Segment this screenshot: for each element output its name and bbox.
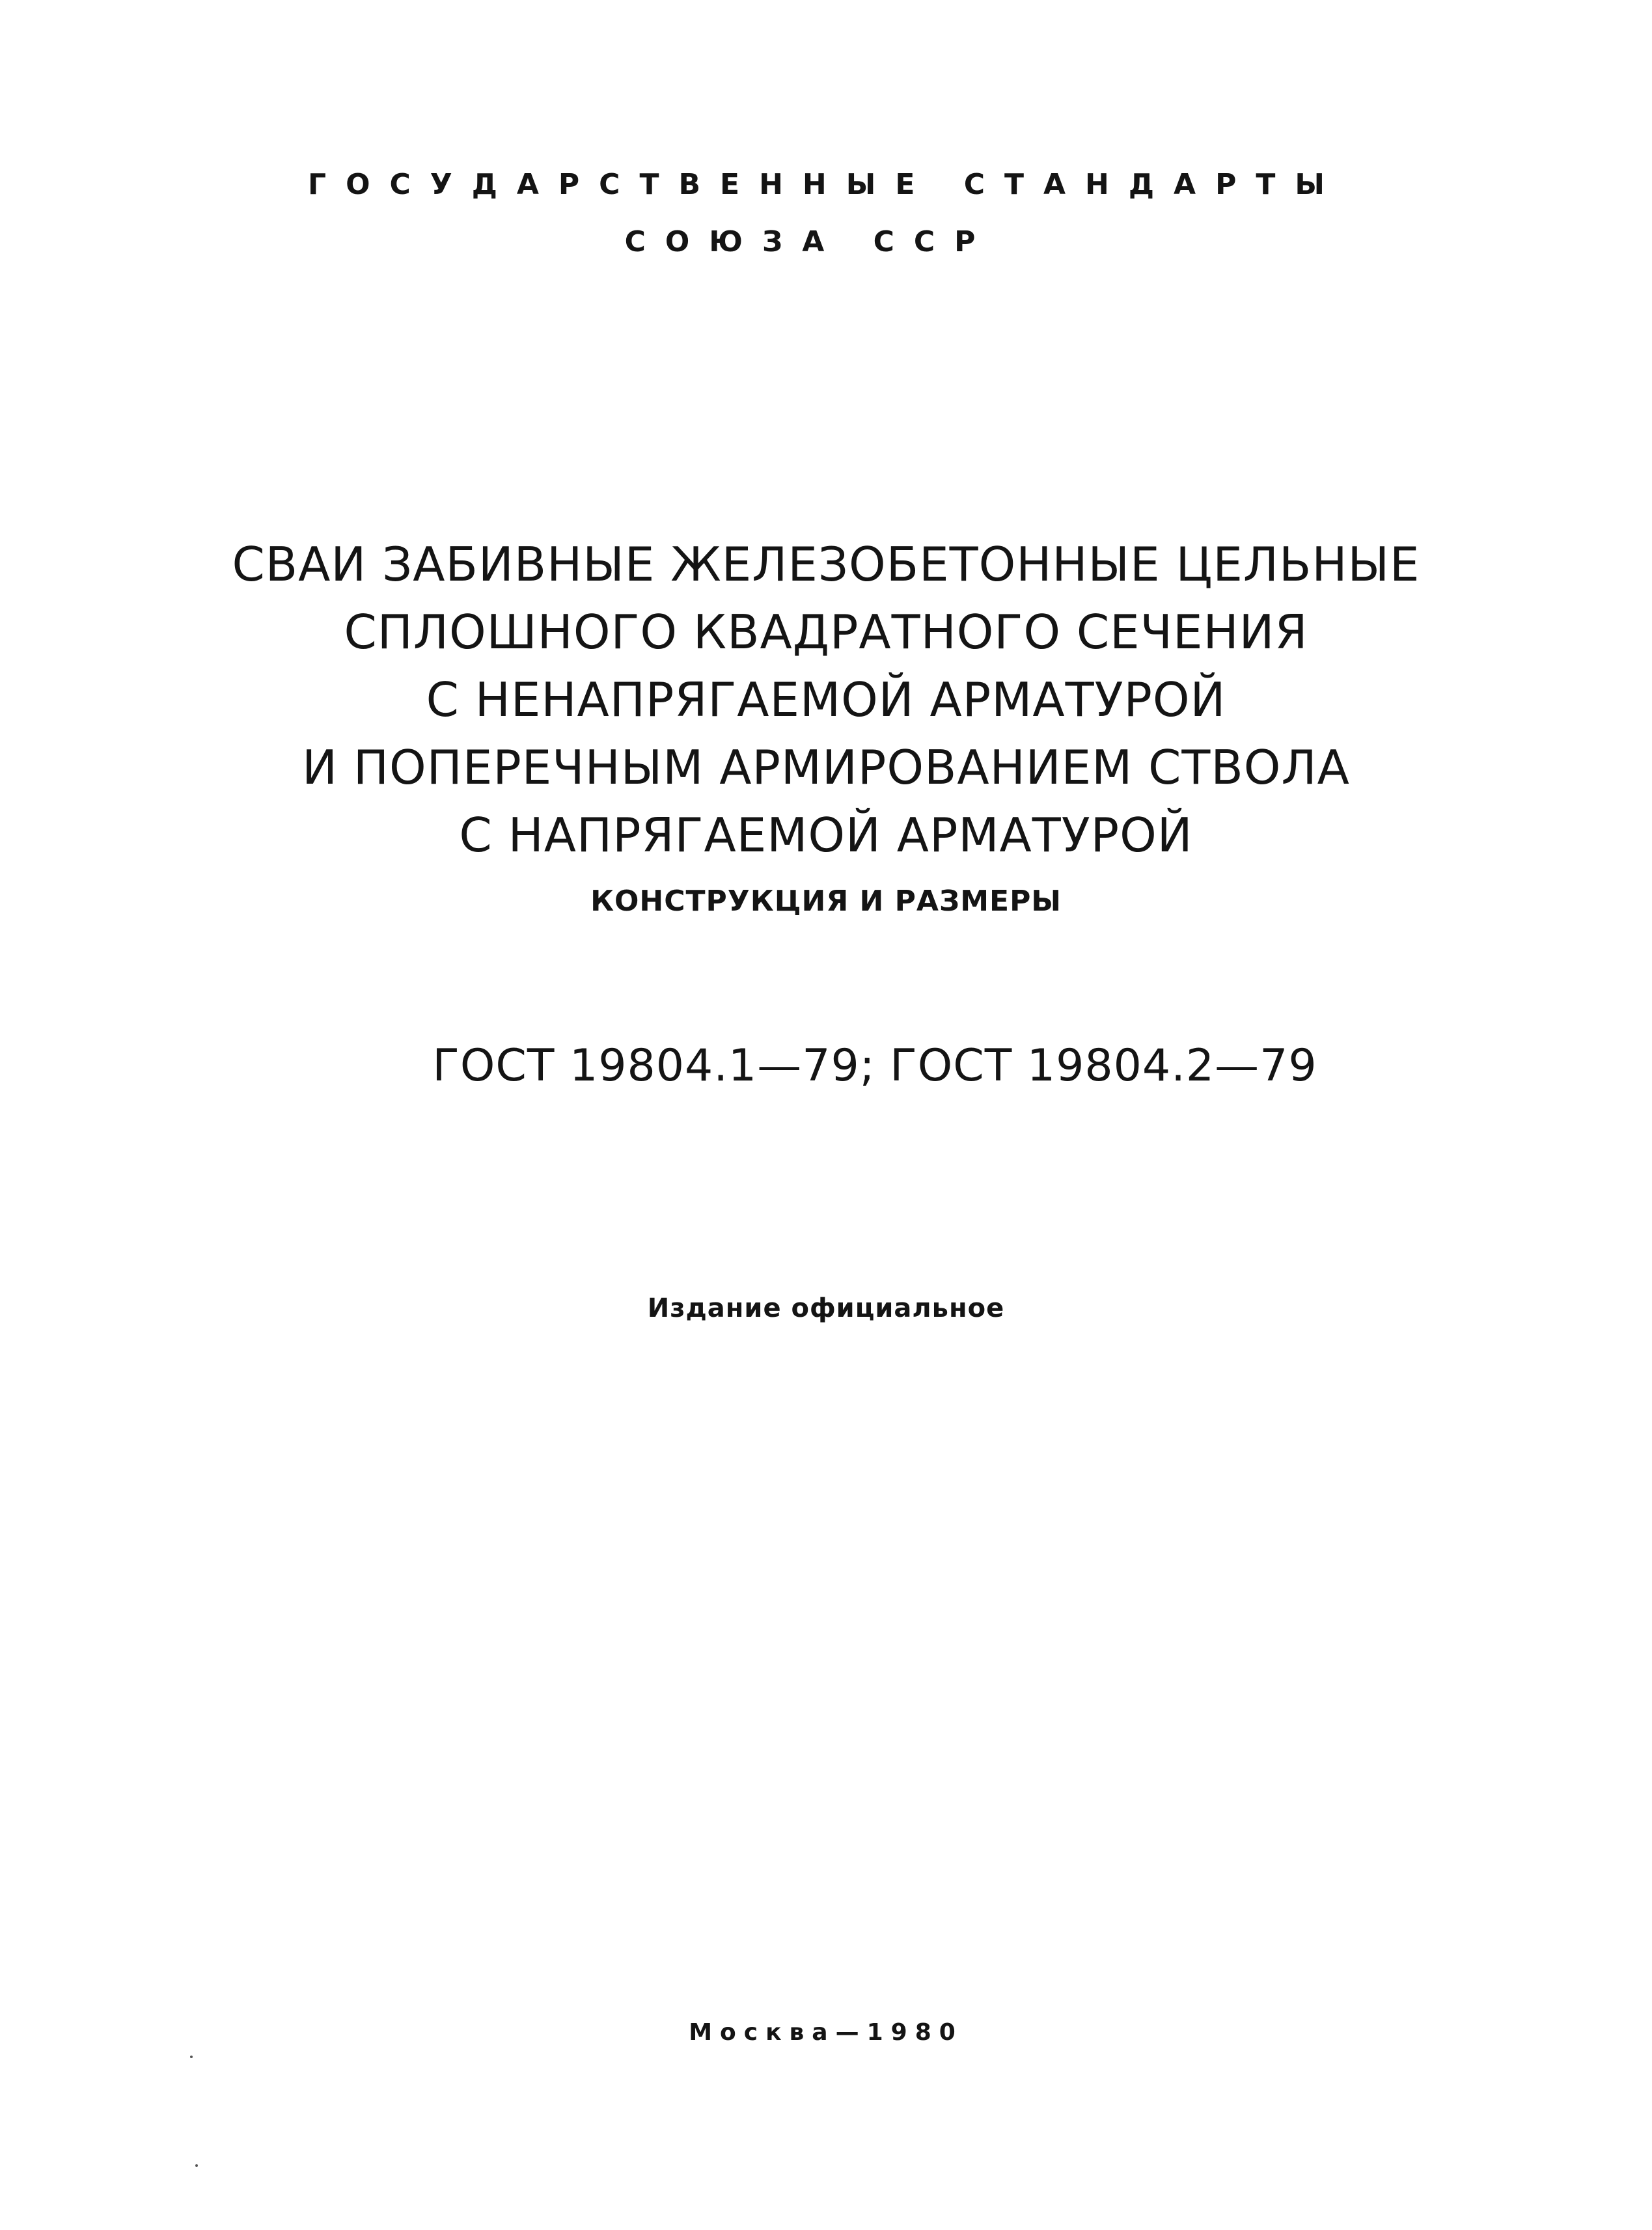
imprint-city-year: Москва—1980 xyxy=(689,2019,963,2046)
header-line-ussr: СОЮЗА ССР xyxy=(624,225,995,258)
header-line-state-standards: ГОСУДАРСТВЕННЫЕ СТАНДАРТЫ xyxy=(308,168,1344,201)
title-line: С НЕНАПРЯГАЕМОЙ АРМАТУРОЙ xyxy=(426,672,1226,727)
document-subtitle: КОНСТРУКЦИЯ И РАЗМЕРЫ xyxy=(590,885,1062,918)
edition-note: Издание официальное xyxy=(647,1293,1005,1323)
title-line: СПЛОШНОГО КВАДРАТНОГО СЕЧЕНИЯ xyxy=(344,605,1308,659)
title-line: СВАИ ЗАБИВНЫЕ ЖЕЛЕЗОБЕТОННЫЕ ЦЕЛЬНЫЕ xyxy=(232,537,1420,592)
title-line: И ПОПЕРЕЧНЫМ АРМИРОВАНИЕМ СТВОЛА xyxy=(302,740,1350,795)
standard-numbers: ГОСТ 19804.1—79; ГОСТ 19804.2—79 xyxy=(432,1040,1317,1092)
title-line: С НАПРЯГАЕМОЙ АРМАТУРОЙ xyxy=(459,808,1193,862)
scan-speck xyxy=(195,2164,198,2167)
publisher-header xyxy=(0,156,1652,271)
document-title xyxy=(0,530,1652,869)
scan-speck xyxy=(190,2056,193,2058)
